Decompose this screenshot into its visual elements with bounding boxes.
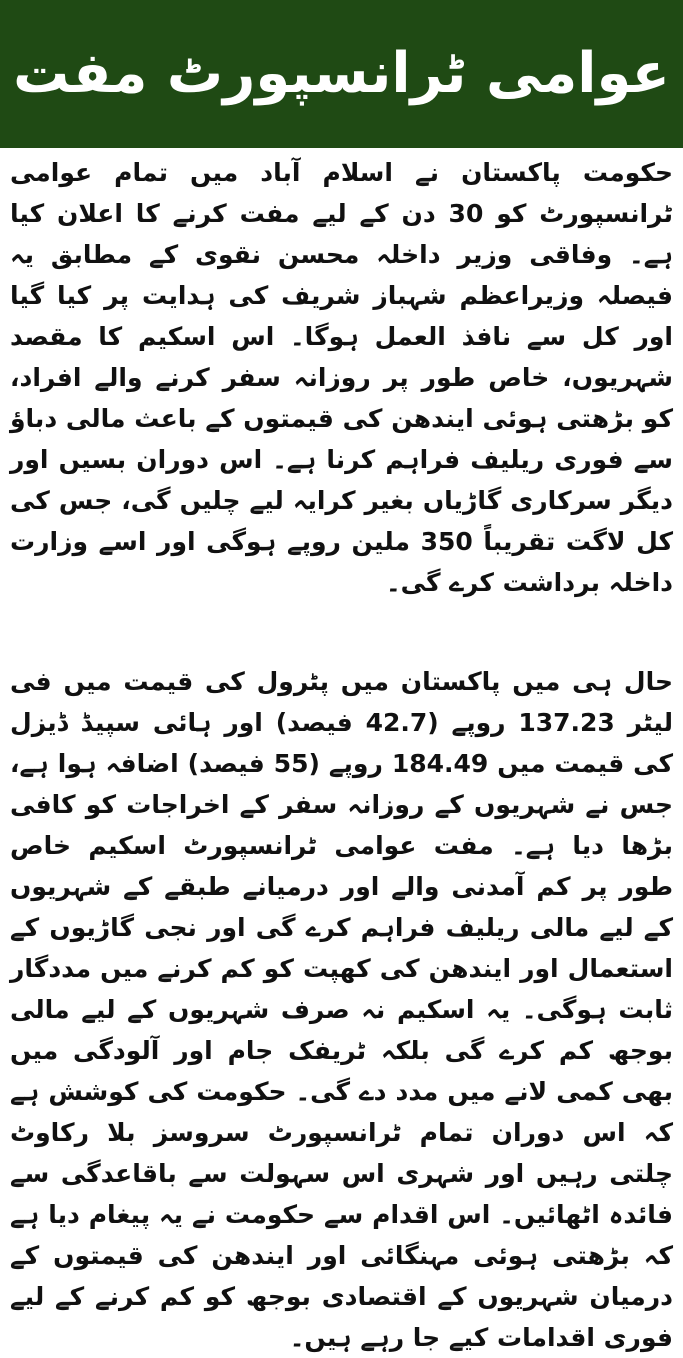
article-body: [10, 152, 673, 1358]
headline-banner: [0, 0, 683, 148]
headline-title: عوامی ٹرانسپورٹ مفت: [13, 41, 670, 106]
article-paragraph-2: حال ہی میں پاکستان میں پٹرول کی قیمت میں فی لیٹر 137.23 روپے (42.7 فیصد) اور ہائی سپیڈ ڈیزل کی قیمت میں 184.49 روپے (55 فیصد) اضافہ ہوا ہے، جس نے شہریوں کے روزانہ سفر کے اخراجات کو کافی بڑھا دیا ہے۔ مفت عوامی ٹرانسپورٹ اسکیم خاص طور پر کم آمدنی والے اور درمیانے طبقے کے شہریوں کے لیے مالی ریلیف فراہم کرے گی اور نجی گاڑیوں کے استعمال اور ایندھن کی کھپت کو کم کرنے میں مددگار ثابت ہوگی۔ یہ اسکیم نہ صرف شہریوں کے لیے مالی بوجھ کم کرے گی بلکہ ٹریفک جام اور آلودگی میں بھی کمی لانے میں مدد دے گی۔ حکومت کی کوشش ہے کہ اس دوران تمام ٹرانسپورٹ سروسز بلا رکاوٹ چلتی رہیں اور شہری اس سہولت سے باقاعدگی سے فائدہ اٹھائیں۔ اس اقدام سے حکومت نے یہ پیغام دیا ہے کہ بڑھتی ہوئی مہنگائی اور ایندھن کی قیمتوں کے درمیان شہریوں کے اقتصادی بوجھ کو کم کرنے کے لیے فوری اقدامات کیے جا رہے ہیں۔: [10, 667, 673, 1352]
article-paragraph-1: حکومت پاکستان نے اسلام آباد میں تمام عوامی ٹرانسپورٹ کو 30 دن کے لیے مفت کرنے کا اعلان کیا ہے۔ وفاقی وزیر داخلہ محسن نقوی کے مطابق یہ فیصلہ وزیراعظم شہباز شریف کی ہدایت پر کیا گیا اور کل سے نافذ العمل ہوگا۔ اس اسکیم کا مقصد شہریوں، خاص طور پر روزانہ سفر کرنے والے افراد، کو بڑھتی ہوئی ایندھن کی قیمتوں کے باعث مالی دباؤ سے فوری ریلیف فراہم کرنا ہے۔ اس دوران بسیں اور دیگر سرکاری گاڑیاں بغیر کرایہ لیے چلیں گی، جس کی کل لاگت تقریباً 350 ملین روپے ہوگی اور اسے وزارت داخلہ برداشت کرے گی۔: [10, 158, 673, 597]
